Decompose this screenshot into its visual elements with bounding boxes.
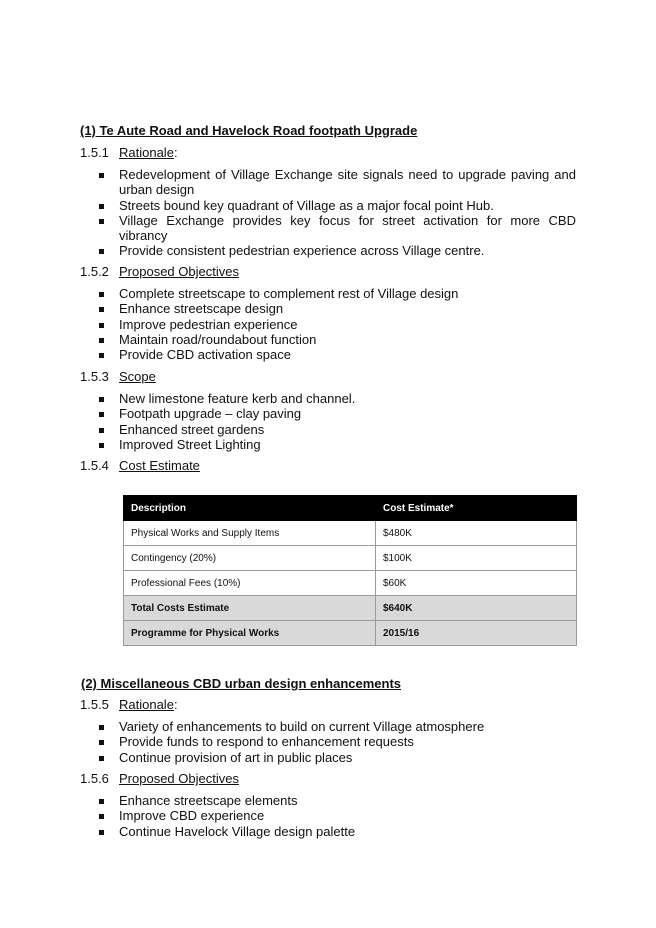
list-item-text: Continue provision of art in public places	[119, 749, 353, 765]
list-item-text: Complete streetscape to complement rest of Village design	[119, 286, 459, 301]
table-row	[124, 571, 577, 596]
list-item	[0, 286, 576, 301]
list-item	[0, 167, 576, 198]
list-item	[0, 347, 576, 362]
bullet-icon	[99, 338, 104, 343]
bullet-icon	[99, 323, 104, 328]
table-header-row	[124, 496, 577, 521]
bullet-icon	[99, 292, 104, 297]
bullet-icon	[99, 756, 104, 761]
subsection-title: Proposed Objectives	[119, 264, 239, 279]
subsection-1-5-2	[80, 264, 239, 279]
subsection-title: Scope	[119, 369, 156, 384]
table-row-total	[124, 596, 577, 621]
subsection-1-5-1	[80, 145, 178, 160]
list-item	[0, 301, 576, 316]
bullet-icon	[99, 204, 104, 209]
list-item-text: Enhance streetscape design	[119, 301, 284, 317]
bullet-icon	[99, 353, 104, 358]
subsection-title: Cost Estimate	[119, 458, 200, 473]
section-2-title: Miscellaneous CBD urban design enhancements	[100, 676, 402, 691]
list-item	[0, 719, 576, 734]
subsection-colon: :	[173, 697, 178, 712]
list-item-text: Provide consistent pedestrian experience across Village centre.	[119, 243, 485, 259]
list-item	[0, 198, 576, 213]
objectives-list	[0, 286, 576, 362]
bullet-icon	[99, 219, 104, 224]
bullet-icon	[99, 740, 104, 745]
list-item	[0, 734, 576, 749]
list-item	[0, 213, 576, 244]
rationale-list-2	[0, 719, 576, 765]
bullet-icon	[99, 307, 104, 312]
list-item-text: New limestone feature kerb and channel.	[119, 391, 356, 406]
list-item-text: Continue Havelock Village design palette	[119, 823, 356, 839]
list-item	[0, 243, 576, 258]
table-cell: 2015/16	[376, 621, 577, 646]
list-item	[0, 793, 576, 808]
table-cell: $640K	[376, 596, 577, 621]
list-item-text: Footpath upgrade – clay paving	[119, 406, 302, 422]
table-cell: $60K	[376, 571, 577, 596]
subsection-title: Rationale	[119, 145, 174, 160]
list-item-text: Redevelopment of Village Exchange site signals need to upgrade paving and urban design	[119, 167, 576, 198]
list-item	[0, 437, 576, 452]
subsection-number: 1.5.5	[80, 697, 109, 712]
rationale-list	[0, 167, 576, 259]
list-item	[0, 824, 576, 839]
table-cell: $100K	[376, 546, 577, 571]
table-cell: $480K	[376, 521, 577, 546]
bullet-icon	[99, 799, 104, 804]
subsection-number: 1.5.6	[80, 771, 109, 786]
section-2-heading	[81, 676, 401, 691]
list-item-text: Village Exchange provides key focus for street activation for more CBD vibrancy	[119, 212, 576, 244]
list-item-text: Enhanced street gardens	[119, 421, 265, 437]
section-2-number: (2)	[81, 676, 97, 691]
subsection-1-5-4	[80, 458, 200, 473]
list-item-text: Provide funds to respond to enhancement requests	[119, 734, 414, 750]
bullet-icon	[99, 412, 104, 417]
bullet-icon	[99, 173, 104, 178]
table-cell: Professional Fees (10%)	[124, 571, 376, 596]
list-item-text: Variety of enhancements to build on current Village atmosphere	[119, 719, 485, 734]
table-cell: Programme for Physical Works	[124, 621, 376, 646]
subsection-1-5-6	[80, 771, 239, 786]
list-item-text: Improved Street Lighting	[119, 436, 261, 452]
table-cell: Physical Works and Supply Items	[124, 521, 376, 546]
list-item-text: Improve pedestrian experience	[119, 316, 298, 332]
list-item	[0, 808, 576, 823]
bullet-icon	[99, 443, 104, 448]
subsection-number: 1.5.3	[80, 369, 109, 384]
cost-estimate-table	[123, 495, 577, 646]
bullet-icon	[99, 814, 104, 819]
subsection-title: Rationale	[119, 697, 174, 712]
bullet-icon	[99, 428, 104, 433]
list-item	[0, 750, 576, 765]
table-row	[124, 546, 577, 571]
subsection-number: 1.5.1	[80, 145, 109, 160]
bullet-icon	[99, 725, 104, 730]
column-header-description: Description	[124, 496, 376, 521]
list-item	[0, 422, 576, 437]
scope-list	[0, 391, 576, 452]
table-cell: Total Costs Estimate	[124, 596, 376, 621]
list-item-text: Improve CBD experience	[119, 808, 265, 824]
objectives-list-2	[0, 793, 576, 839]
bullet-icon	[99, 249, 104, 254]
list-item	[0, 317, 576, 332]
bullet-icon	[99, 397, 104, 402]
list-item	[0, 391, 576, 406]
subsection-colon: :	[173, 145, 178, 160]
table-cell: Contingency (20%)	[124, 546, 376, 571]
column-header-cost: Cost Estimate*	[376, 496, 577, 521]
subsection-1-5-3	[80, 369, 156, 384]
bullet-icon	[99, 830, 104, 835]
list-item-text: Provide CBD activation space	[119, 347, 291, 363]
list-item	[0, 406, 576, 421]
subsection-1-5-5	[80, 697, 178, 712]
list-item-text: Enhance streetscape elements	[119, 793, 298, 808]
table-row-programme	[124, 621, 577, 646]
table-row	[124, 521, 577, 546]
subsection-title: Proposed Objectives	[119, 771, 239, 786]
section-1-heading: (1) Te Aute Road and Havelock Road footpath Upgrade	[80, 123, 418, 138]
subsection-number: 1.5.2	[80, 264, 109, 279]
list-item	[0, 332, 576, 347]
subsection-number: 1.5.4	[80, 458, 109, 473]
list-item-text: Maintain road/roundabout function	[119, 331, 317, 347]
list-item-text: Streets bound key quadrant of Village as a major focal point Hub.	[119, 197, 494, 213]
